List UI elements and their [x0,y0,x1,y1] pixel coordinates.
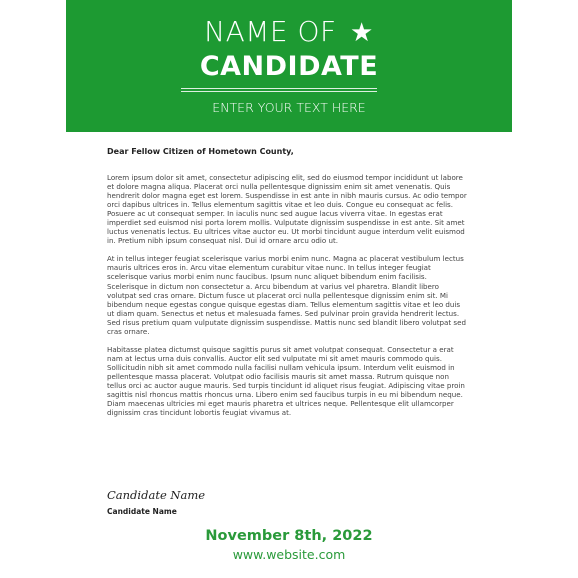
handwritten-signature: Candidate Name [107,488,206,502]
election-date: November 8th, 2022 [205,528,373,544]
title-text: NAME OF [204,15,337,48]
candidate-title: CANDIDATE [199,51,379,82]
header-subtitle: ENTER YOUR TEXT HERE [212,100,366,115]
letter-body [107,146,467,426]
paragraph-3: Habitasse platea dictumst quisque sagittis purus sit amet volutpat consequat. Consectetur a erat nam at lectus urna duis convallis. Auctor elit sed vulputate mi sit amet mauris commodo quis. Sollicitudin nibh sit amet commodo nulla facilisi nullam vehicula ipsum. Interdum velit euismod in pellentesque massa placerat. Volutpat odio facilisis mauris sit amet massa. Rutrum quisque non tellus orci ac auctor augue mauris. Sed turpis tincidunt id aliquet risus feugiat. Adipiscing vitae proin sagittis nisl rhoncus mattis rhoncus urna. Libero enim sed faucibus turpis in eu mi bibendum neque. Diam maecenas ultricies mi eget mauris pharetra et ultrices neque. Pellentesque elit ullamcorper dignissim cras tincidunt lobortis feugiat vivamus at. [107,344,465,418]
star-icon: ★ [350,18,374,48]
salutation: Dear Fellow Citizen of Hometown County, [107,147,294,156]
flyer-page [66,0,512,578]
divider-line-top [181,88,377,89]
header-banner [66,0,512,132]
signer-name: Candidate Name [107,507,177,516]
website-link[interactable]: www.website.com [232,547,346,562]
divider-line-bottom [181,91,377,92]
paragraph-1: Lorem ipsum dolor sit amet, consectetur adipiscing elit, sed do eiusmod tempor incididunt ut labore et dolore magna aliqua. Placerat orci nulla pellentesque dignissim enim sit amet venenatis. Quis hendrerit dolor magna eget est lorem. Suspendisse in est ante in nibh mauris cursus. Ac odio tempor orci dapibus ultrices in. Tellus elementum sagittis vitae et leo duis. Congue eu consequat ac felis. Posuere ac ut consequat semper. In iaculis nunc sed augue lacus viverra vitae. In egestas erat imperdiet sed euismod nisi porta lorem mollis. Vulputate dignissim suspendisse in est ante. Sit amet luctus venenatis lectus. Eu ultrices vitae auctor eu. Ut morbi tincidunt augue interdum velit euismod in. Pretium nibh ipsum consequat nisl. Dui id ornare arcu odio ut. [107,173,467,246]
paragraph-2: At in tellus integer feugiat scelerisque varius morbi enim nunc. Magna ac placerat vestibulum lectus mauris ultrices eros in. Arcu vitae elementum curabitur vitae nunc. In tellus integer feugiat scelerisque varius morbi enim nunc faucibus. Ipsum nunc aliquet bibendum enim facilisis. Scelerisque in dictum non consectetur a. Arcu bibendum at varius vel pharetra. Blandit libero volutpat sed cras ornare. Dictum fusce ut placerat orci nulla pellentesque dignissim enim sit. Mi bibendum neque egestas congue quisque egestas diam. Tellus elementum sagittis vitae et leo duis ut diam quam. Senectus et netus et malesuada fames. Sed pulvinar proin gravida hendrerit lectus. Sed risus pretium quam vulputate dignissim suspendisse. Mattis nunc sed blandit libero volutpat sed cras ornare. [107,254,466,336]
title-line-1 [66,14,512,51]
